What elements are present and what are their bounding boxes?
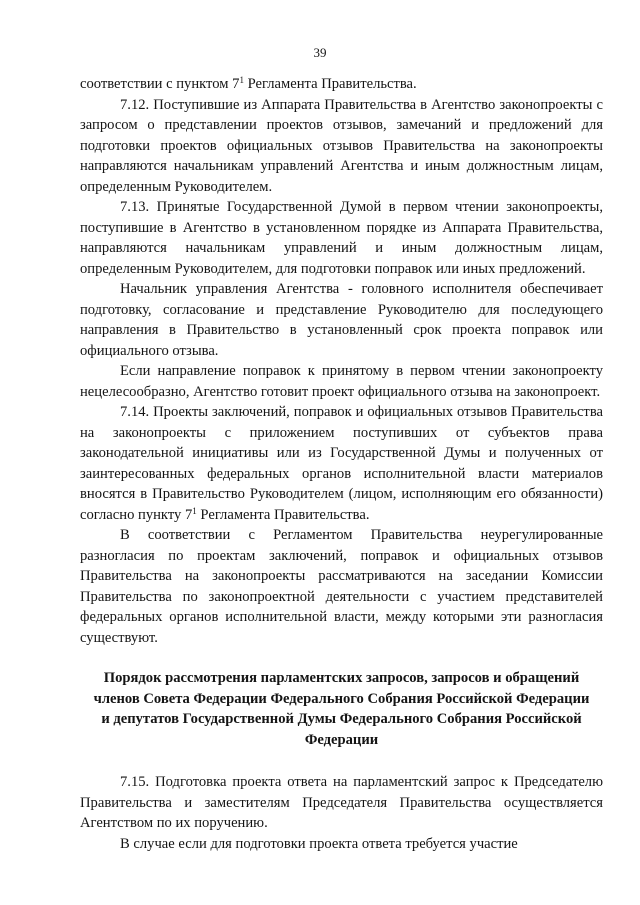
paragraph-disagreements: В соответствии с Регламентом Правительства неурегулированные разногласия по проектам заключений, поправок и официальных отзывов Правительства на законопроекты рассматриваются на заседании Комиссии Правительства по законопроектной деятельности с участием представителей федеральных органов исполнительной власти, между которыми эти разногласия существуют. <box>80 527 603 646</box>
paragraph-continuation <box>80 74 603 95</box>
text-fragment: соответствии с пунктом 7 <box>80 76 240 92</box>
superscript: 1 <box>192 505 197 516</box>
paragraph-partial: В случае если для подготовки проекта ответа требуется участие <box>120 835 518 852</box>
text-fragment: 7.14. Проекты заключений, поправок и официальных отзывов Правительства на законопроекты с приложением поступивших от субъектов права законодательной инициативы или из Государственной Думы и полученных от заинтересованных федеральных органов исполнительной власти материалов вносятся в Правительство Руководителем (лицом, исполняющим его обязанности) согласно пункту 7 <box>80 404 603 523</box>
paragraph-7-13: 7.13. Принятые Государственной Думой в первом чтении законопроекты, поступившие в Агентство в установленном порядке из Аппарата Правительства, направляются начальникам управлений и иным должностным лицам, определенным Руководителем, для подготовки поправок или иных предложений. <box>80 199 603 277</box>
paragraph-7-14 <box>80 402 603 525</box>
paragraph-head-executor: Начальник управления Агентства - головного исполнителя обеспечивает подготовку, согласование и представление Руководителю для последующего направления в Правительство в установленный срок проекта поправок или официального отзыва. <box>80 281 603 359</box>
body-text <box>80 74 603 854</box>
paragraph-7-15: 7.15. Подготовка проекта ответа на парламентский запрос к Председателю Правительства и заместителям Председателя Правительства осуществляется Агентством по их поручению. <box>80 774 603 831</box>
text-fragment: Регламента Правительства. <box>196 506 370 523</box>
paragraph-amendments-inexpedient: Если направление поправок к принятому в первом чтении законопроекту нецелесообразно, Агентство готовит проект официального отзыва на законопроект. <box>80 363 603 400</box>
superscript: 1 <box>239 75 244 85</box>
page-number: 39 <box>313 45 327 60</box>
paragraph-7-12: 7.12. Поступившие из Аппарата Правительства в Агентство законопроекты с запросом о представлении проектов отзывов, замечаний и предложений для подготовки проектов официальных отзывов Правительства на законопроекты направляются начальникам управлений Агентства и иным должностным лицам, определенным Руководителем. <box>80 96 603 195</box>
text-fragment: Регламента Правительства. <box>243 76 417 92</box>
section-heading: Порядок рассмотрения парламентских запросов, запросов и обращений членов Совета Федерации Федерального Собрания Российской Федерации и депутатов Государственной Думы Федерального Собрания Российской Федерации <box>93 670 590 748</box>
